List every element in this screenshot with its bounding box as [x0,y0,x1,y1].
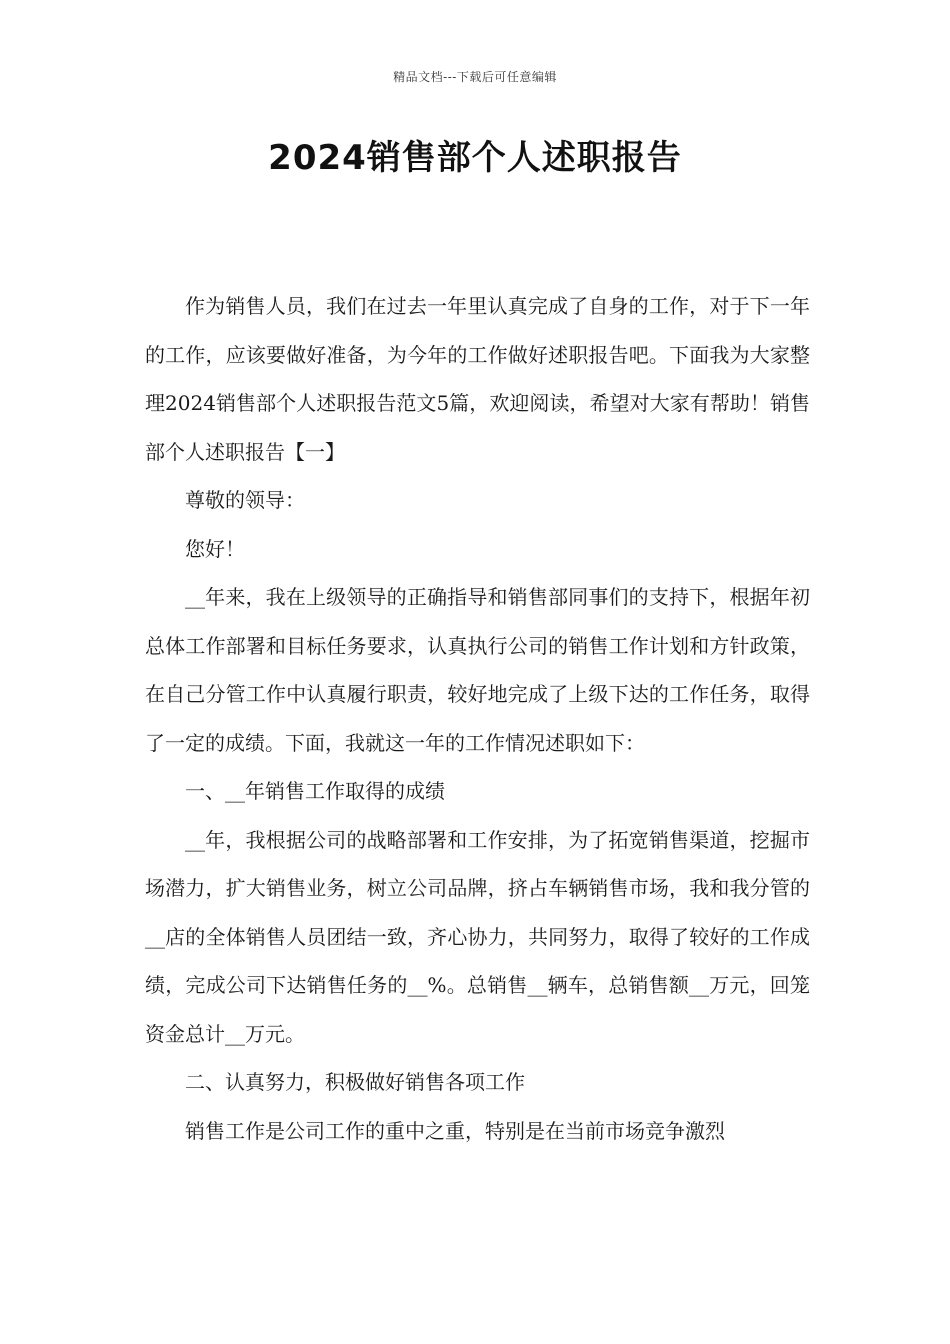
salutation: 尊敬的领导： [185,488,305,512]
section-heading: 二、认真努力，积极做好销售各项工作 [185,1070,525,1094]
greeting: 您好！ [185,536,245,561]
document-title: 2024销售部个人述职报告 [268,138,682,178]
body-paragraph: 销售工作是公司工作的重中之重，特别是在当前市场竞争激烈 [185,1118,725,1143]
body-paragraph: __年，我根据公司的战略部署和工作安排，为了拓宽销售渠道，挖掘市场潜力，扩大销售业务，树立公司品牌，挤占车辆销售市场，我和我分管的__店的全体销售人员团结一致，齐心协力，共同努力，取得了较好的工作成绩，完成公司下达销售任务的__%。总销售__辆车，总销售额__万元，回笼资金总计__万元。 [145,827,810,1046]
body-paragraph: __年来，我在上级领导的正确指导和销售部同事们的支持下，根据年初总体工作部署和目标任务要求，认真执行公司的销售工作计划和方针政策，在自己分管工作中认真履行职责，较好地完成了上级下达的工作任务，取得了一定的成绩。下面，我就这一年的工作情况述职如下： [145,585,810,755]
section-heading: 一、__年销售工作取得的成绩 [185,779,445,803]
header-note: 精品文档---下载后可任意编辑 [393,70,557,84]
intro-paragraph: 作为销售人员，我们在过去一年里认真完成了自身的工作，对于下一年的工作，应该要做好准备，为今年的工作做好述职报告吧。下面我为大家整理2024销售部个人述职报告范文5篇，欢迎阅读，希望对大家有帮助！销售部个人述职报告【一】 [145,294,810,464]
document-body [145,282,810,1155]
